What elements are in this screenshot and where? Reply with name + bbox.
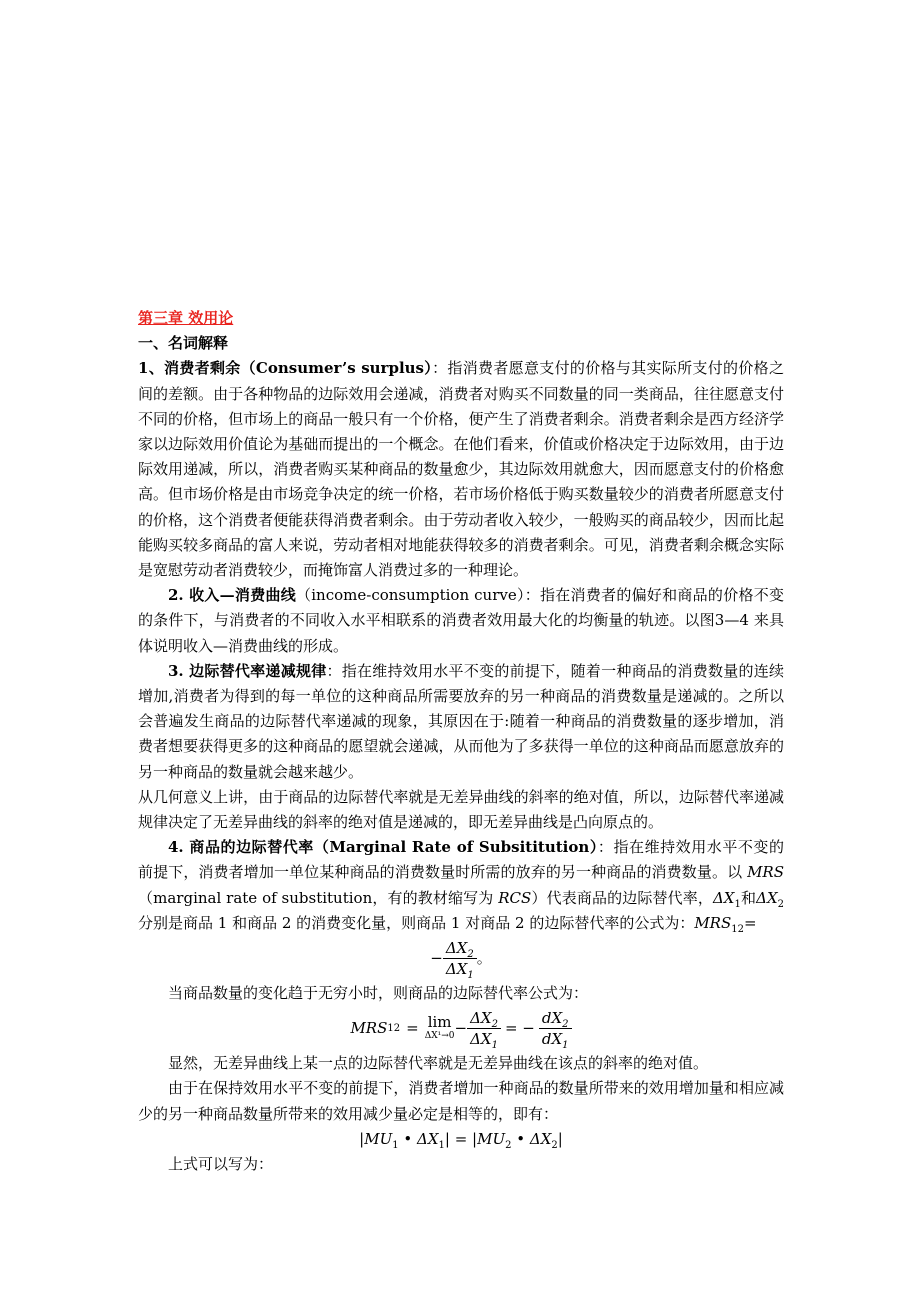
fraction (539, 1008, 572, 1052)
formula-part: • ΔX (511, 1129, 552, 1148)
paragraph-consumer-surplus (138, 356, 784, 583)
mrs-symbol: MRS (350, 1019, 388, 1038)
delta-x2: ΔX (756, 888, 778, 907)
numerator-text: ΔX (445, 939, 468, 958)
document-page (138, 306, 784, 1177)
paragraph-geometric-meaning: 从几何意义上讲，由于商品的边际替代率就是无差异曲线的斜率的绝对值，所以，边际替代率递减规律决定了无差异曲线的斜率的绝对值是递减的，即无差异曲线是凸向原点的。 (138, 787, 784, 832)
subscript: 1 (467, 970, 474, 982)
mrs12-symbol: MRS (694, 913, 732, 932)
chapter-title: 第三章 效用论 (138, 309, 234, 327)
subscript: 2 (562, 1019, 569, 1031)
paragraph-income-consumption (138, 583, 784, 659)
subscript: 1 (392, 1139, 399, 1151)
formula-mrs-discrete (138, 938, 784, 982)
formula-part: | = |MU (444, 1129, 506, 1148)
paragraph-utility-equal: 由于在保持效用水平不变的前提下，消费者增加一种商品的数量所带来的效用增加量和相应减少的另一种商品数量所带来的效用减少量必定是相等的，即有： (138, 1079, 784, 1123)
equals-minus: = − (504, 1019, 535, 1038)
paragraph-text: ：指在维持效用水平不变的前提下，消费者增加一单位某种商品的消费数量时所需的放弃的另一种商品的消费数量。以 (138, 838, 784, 882)
paragraph-text: （income-consumption curve）：指在消费者的偏好和商品的价格不变的条件下，与消费者的不同收入水平相联系的消费者效用最大化的均衡量的轨迹。以图3—4 来具体说明收入—消费曲线的形成。 (138, 586, 784, 655)
fraction-denominator (443, 959, 477, 982)
paragraph-text: 分别是商品 1 和商品 2 的消费变化量，则商品 1 对商品 2 的边际替代率的公式为： (138, 913, 695, 932)
paragraph-text: ：指消费者愿意支付的价格与其实际所支付的价格之间的差额。由于各种物品的边际效用会递减，消费者对购买不同数量的同一类商品，往往愿意支付不同的价格，但市场上的商品一般只有一个价格，便产生了消费者剩余。消费者剩余是西方经济学家以边际效用价值论为基础而提出的一个概念。在他们看来，价值或价格决定于边际效用，由于边际效用递减，所以，消费者购买某种商品的数量愈少，其边际效用就愈大，因而愿意支付的价格愈高。但市场价格是由市场竞争决定的统一价格，若市场价格低于购买数量较少的消费者所愿意支付的价格，这个消费者便能获得消费者剩余。由于劳动者收入较少，一般购买的商品较少，因而比起能购买较多商品的富人来说，劳动者相对地能获得较多的消费者剩余。可见，消费者剩余概念实际是宽慰劳动者消费较少，而掩饰富人消费过多的一种理论。 (138, 359, 784, 580)
period: 。 (476, 948, 492, 967)
fraction-numerator (443, 938, 477, 959)
term-income-consumption: 2. 收入—消费曲线 (168, 586, 296, 605)
subscript: 2 (551, 1139, 558, 1151)
fraction-numerator (467, 1008, 501, 1029)
subscript: 1 (562, 1040, 569, 1052)
fraction-denominator (539, 1029, 572, 1052)
numerator-text: dX (541, 1009, 563, 1028)
lim-subscript: ΔX¹→0 (424, 1030, 455, 1041)
subscript: 2 (505, 1139, 512, 1151)
denominator-text: ΔX (470, 1030, 492, 1049)
formula-mu-equality (138, 1127, 784, 1152)
subscript: 12 (731, 923, 744, 935)
equals-sign: = (744, 913, 757, 932)
paragraph-text: （marginal rate of substitution，有的教材缩写为 (138, 888, 499, 907)
paragraph-slope: 显然，无差异曲线上某一点的边际替代率就是无差异曲线在该点的斜率的绝对值。 (168, 1054, 709, 1073)
term-mrs: 4. 商品的边际替代率（Marginal Rate of Subsititution） (168, 838, 598, 857)
term-consumer-surplus: 1、消费者剩余（Consumer’s surplus） (138, 359, 433, 378)
rcs-symbol: RCS (498, 888, 532, 907)
paragraph-mrs-definition (138, 835, 784, 936)
paragraph-text: ：指在维持效用水平不变的前提下，随着一种商品的消费数量的连续增加,消费者为得到的每一单位的这种商品所需要放弃的另一种商品的消费数量是递减的。之所以会普遍发生商品的边际替代率递减的现象，其原因在于:随着一种商品的消费数量的逐步增加，消费者想要获得更多的这种商品的愿望就会递减，从而他为了多获得一单位的这种商品而愿意放弃的另一种商品的数量就会越来越少。 (138, 661, 784, 781)
subscript: 1 (491, 1040, 498, 1052)
paragraph-text: 和 (740, 888, 757, 907)
fraction (467, 1008, 501, 1052)
subscript: 2 (491, 1019, 498, 1031)
formula-part: | (557, 1129, 563, 1148)
denominator-text: ΔX (445, 960, 468, 979)
fraction (443, 938, 477, 982)
formula-part: |MU (359, 1129, 393, 1148)
formula-part: • ΔX (398, 1129, 439, 1148)
paragraph-rewrite: 上式可以写为： (168, 1155, 274, 1174)
formula-mrs-limit: MRS 12 = lim ΔX¹→0 − $\frac{\Delta X_2}{\Delta X_1}$ = − $\frac{dX_2}{dX_1}$ (138, 1008, 784, 1049)
equals-sign: = (406, 1019, 419, 1038)
term-diminishing-mrs: 3. 边际替代率递减规律 (168, 661, 327, 680)
lim-text: lim (427, 1012, 452, 1031)
delta-x1: ΔX (712, 888, 735, 907)
subscript: 1 (438, 1139, 445, 1151)
paragraph-limit-intro: 当商品数量的变化趋于无穷小时，则商品的边际替代率公式为： (168, 984, 589, 1003)
minus-sign: − (454, 1019, 468, 1038)
denominator-text: dX (541, 1030, 563, 1049)
fraction-denominator (467, 1029, 501, 1052)
subscript: 2 (777, 898, 784, 910)
paragraph-diminishing-mrs (138, 659, 784, 785)
limit-operator (424, 1012, 455, 1043)
fraction-numerator (539, 1008, 572, 1029)
section-heading: 一、名词解释 (138, 334, 229, 353)
minus-sign: − (430, 948, 443, 967)
subscript: 1 (734, 898, 741, 910)
mrs-symbol: MRS (747, 863, 784, 882)
numerator-text: ΔX (470, 1009, 492, 1028)
subscript: 2 (467, 949, 474, 961)
paragraph-text: ）代表商品的边际替代率， (531, 888, 713, 907)
